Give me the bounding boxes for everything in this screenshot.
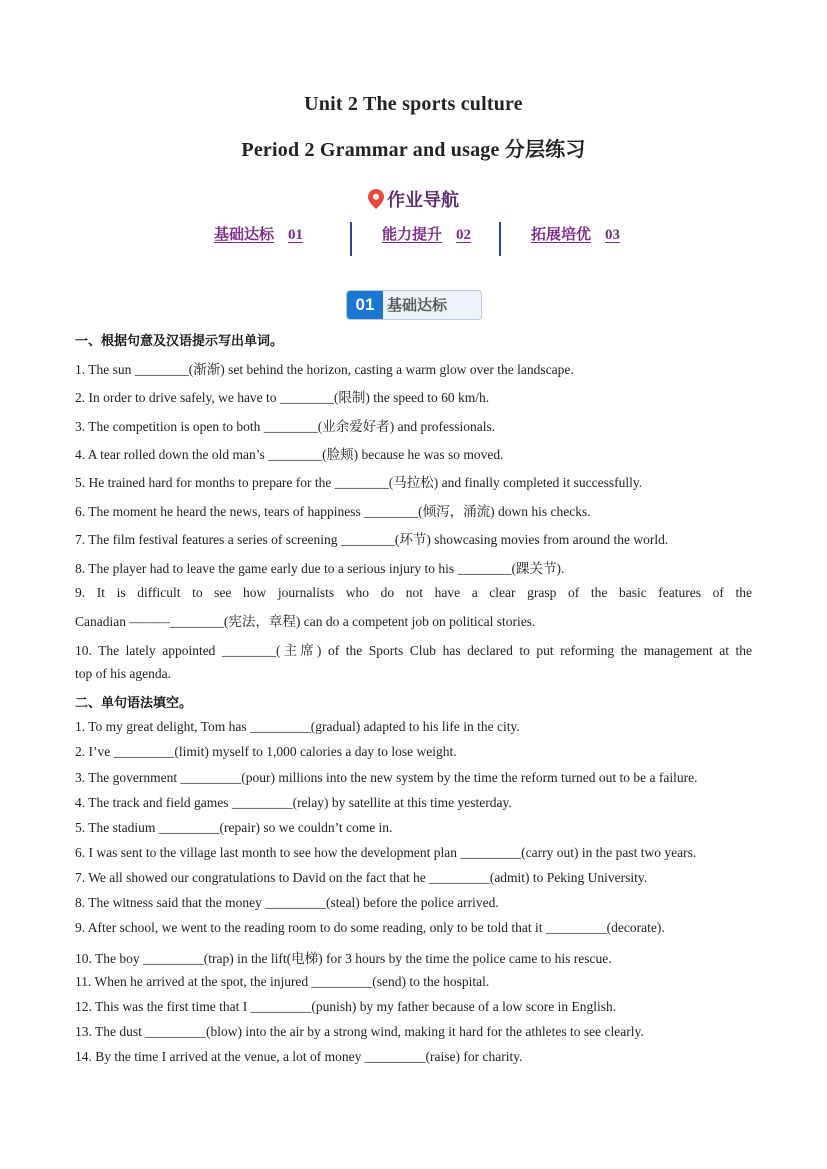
part1-heading: 一、根据句意及汉语提示写出单词。: [75, 334, 284, 349]
exercise-item: 5. He trained hard for months to prepare for the ________(马拉松) and finally completed it successfully.: [75, 475, 643, 490]
exercise-item: 12. This was the first time that I _________(punish) by my father because of a low score in English.: [75, 999, 617, 1014]
exercise-item: 1. The sun ________(渐渐) set behind the horizon, casting a warm glow over the landscape.: [75, 362, 574, 377]
exercise-item: 9. After school, we went to the reading room to do some reading, only to be told that it _________(decorate).: [75, 920, 665, 935]
nav-divider: [499, 222, 501, 256]
exercise-item: 4. A tear rolled down the old man’s ________(脸颊) because he was so moved.: [75, 447, 504, 462]
exercise-item: 11. When he arrived at the spot, the injured _________(send) to the hospital.: [75, 974, 490, 989]
exercise-item: 7. We all showed our congratulations to David on the fact that he _________(admit) to Peking University.: [75, 870, 648, 885]
unit-title: Unit 2 The sports culture: [304, 93, 523, 115]
exercise-item: 6. I was sent to the village last month to see how the development plan _________(carry out) in the past two years.: [75, 845, 697, 860]
exercise-item: 3. The government _________(pour) millions into the new system by the time the reform turned out to be a failure.: [75, 770, 698, 785]
exercise-item: 2. In order to drive safely, we have to ________(限制) the speed to 60 km/h.: [75, 390, 490, 405]
nav-link-extension[interactable]: [531, 223, 620, 244]
exercise-item: 3. The competition is open to both ________(业余爱好者) and professionals.: [75, 419, 496, 434]
exercise-item: 2. I’ve _________(limit) myself to 1,000 calories a day to lose weight.: [75, 744, 457, 759]
exercise-item: 5. The stadium _________(repair) so we couldn’t come in.: [75, 820, 393, 835]
section-badge: [346, 290, 482, 320]
nav-link-label: 基础达标: [214, 225, 275, 243]
nav-heading: 作业导航: [387, 190, 459, 211]
nav-link-basic[interactable]: [214, 223, 303, 244]
exercise-item: 7. The film festival features a series of screening ________(环节) showcasing movies from around the world.: [75, 532, 669, 547]
nav-divider: [350, 222, 352, 256]
homework-nav-banner: [0, 186, 827, 214]
exercise-item: 8. The player had to leave the game early due to a serious injury to his ________(踝关节).: [75, 561, 565, 576]
nav-link-number: 03: [605, 227, 621, 243]
exercise-item: 13. The dust _________(blow) into the air by a strong wind, making it hard for the athletes to see clearly.: [75, 1024, 644, 1039]
period-title: Period 2 Grammar and usage 分层练习: [241, 139, 586, 161]
exercise-item: 10. The lately appointed ________(主席) of the Sports Club has declared to put reforming the management at the: [75, 643, 752, 658]
nav-link-number: 02: [456, 227, 472, 243]
section-number: 01: [347, 291, 383, 319]
nav-link-label: 拓展培优: [531, 225, 592, 243]
location-pin-icon: [368, 189, 384, 214]
exercise-item-continued: Canadian ———________(宪法，章程) can do a competent job on political stories.: [75, 614, 536, 629]
exercise-item-continued: top of his agenda.: [75, 666, 171, 681]
nav-link-label: 能力提升: [382, 225, 443, 243]
exercise-item: 9. It is difficult to see how journalists who do not have a clear grasp of the basic features of the: [75, 585, 752, 600]
exercise-item: 6. The moment he heard the news, tears of happiness ________(倾泻，涌流) down his checks.: [75, 504, 591, 519]
section-label: 基础达标: [387, 296, 448, 314]
exercise-item: 1. To my great delight, Tom has _________(gradual) adapted to his life in the city.: [75, 719, 520, 734]
exercise-item: 14. By the time I arrived at the venue, a lot of money _________(raise) for charity.: [75, 1049, 523, 1064]
exercise-item: 4. The track and field games _________(relay) by satellite at this time yesterday.: [75, 795, 512, 810]
exercise-item: 8. The witness said that the money _________(steal) before the police arrived.: [75, 895, 499, 910]
nav-link-number: 01: [288, 227, 304, 243]
exercise-item: 10. The boy _________(trap) in the lift(电梯) for 3 hours by the time the police came to his rescue.: [75, 951, 612, 966]
part2-heading: 二、单句语法填空。: [75, 696, 193, 711]
nav-link-ability[interactable]: [382, 223, 471, 244]
